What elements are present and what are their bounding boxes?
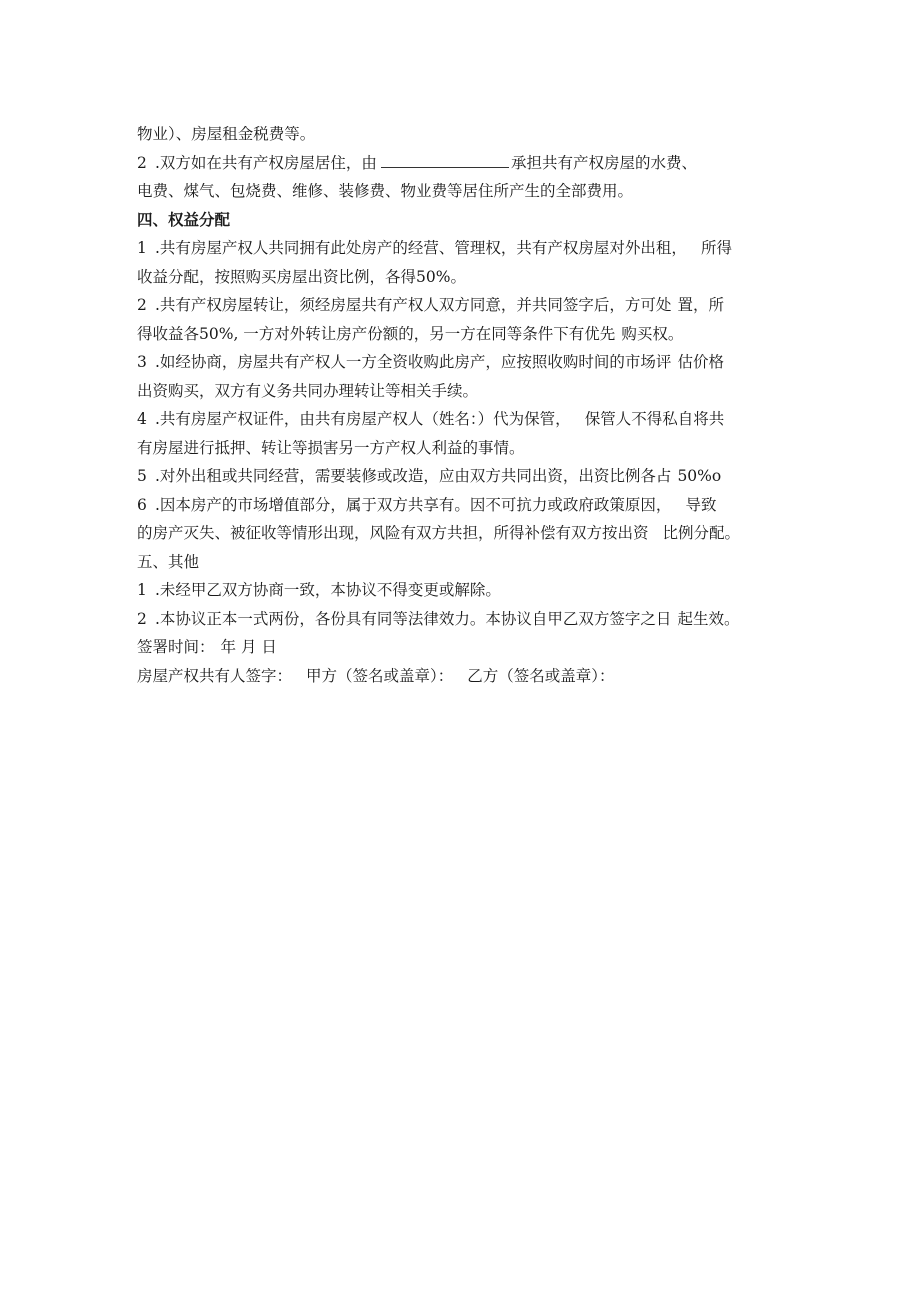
item-number: 2	[137, 153, 147, 172]
clause-4-line-b: 有房屋进行抵押、转让等损害另一方产权人利益的事情。	[137, 438, 525, 457]
signing-time-value: 年 月 日	[220, 638, 277, 656]
signing-time-label: 签署时间：	[137, 638, 215, 656]
clause-1-line-b: 收益分配，按照购买房屋出资比例，各得50%。	[137, 267, 466, 286]
text-line-3: 电费、煤气、包烧费、维修、装修费、物业费等居住所产生的全部费用。	[137, 182, 634, 200]
item-number: 4	[137, 410, 147, 428]
other-clause-1: 1 .未经甲乙双方协商一致，本协议不得变更或解除。	[137, 576, 797, 605]
clause-6-line-a: 6 .因本房产的市场增值部分，属于双方共享有。因不可抗力或政府政策原因， 导致	[137, 491, 797, 520]
clause-1-line-a: 1 .共有房屋产权人共同拥有此处房产的经营、管理权，共有产权房屋对外出租， 所得	[137, 234, 797, 263]
item-number: 3	[137, 353, 147, 371]
signing-time	[137, 633, 797, 662]
clause-2-line-a: 2 .共有产权房屋转让，须经房屋共有产权人双方同意，并共同签字后，方可处 置，所	[137, 291, 797, 320]
document-page	[137, 120, 797, 690]
fill-in-blank	[381, 153, 509, 168]
item-number: 6	[137, 495, 147, 514]
text-line-1: 物业）、房屋租金税费等。	[137, 125, 316, 143]
clause-6-line-b: 的房产灭失、被征收等情形出现，风险有双方共担，所得补偿有双方按出资 比例分配。	[137, 524, 741, 542]
item-number: 5	[137, 467, 147, 485]
item-number: 1	[137, 239, 147, 257]
clause-4-line-a: 4 .共有房屋产权证件，由共有房屋产权人（姓名：）代为保管， 保管人不得私自将共	[137, 405, 797, 434]
other-clause-2: 2 .本协议正本一式两份，各份具有同等法律效力。本协议自甲乙双方签字之日 起生效。	[137, 605, 797, 634]
section-heading-4: 四、权益分配	[137, 210, 231, 229]
item-number: 2	[137, 296, 147, 314]
party-b-signature: 乙方（签名或盖章）：	[467, 666, 615, 685]
item-number: 2	[137, 609, 147, 628]
text-line-2: 2 .双方如在共有产权房屋居住，由 承担共有产权房屋的水费、	[137, 149, 797, 178]
party-a-signature: 甲方（签名或盖章）：	[306, 666, 454, 685]
item-number: 1	[137, 581, 147, 599]
clause-2-line-b: 得收益各50%, 一方对外转让房产份额的，另一方在同等条件下有优先 购买权。	[137, 324, 684, 343]
clause-3-line-b: 出资购买，双方有义务共同办理转让等相关手续。	[137, 381, 479, 400]
clause-3-line-a: 3 .如经协商，房屋共有产权人一方全资收购此房产，应按照收购时间的市场评 估价格	[137, 348, 797, 377]
owner-signature-label: 房屋产权共有人签字：	[137, 666, 293, 685]
clause-5-line: 5 .对外出租或共同经营，需要装修或改造，应由双方共同出资，出资比例各占 50%o	[137, 462, 797, 491]
section-heading-5: 五、其他	[137, 552, 200, 571]
signature-line	[137, 662, 797, 691]
